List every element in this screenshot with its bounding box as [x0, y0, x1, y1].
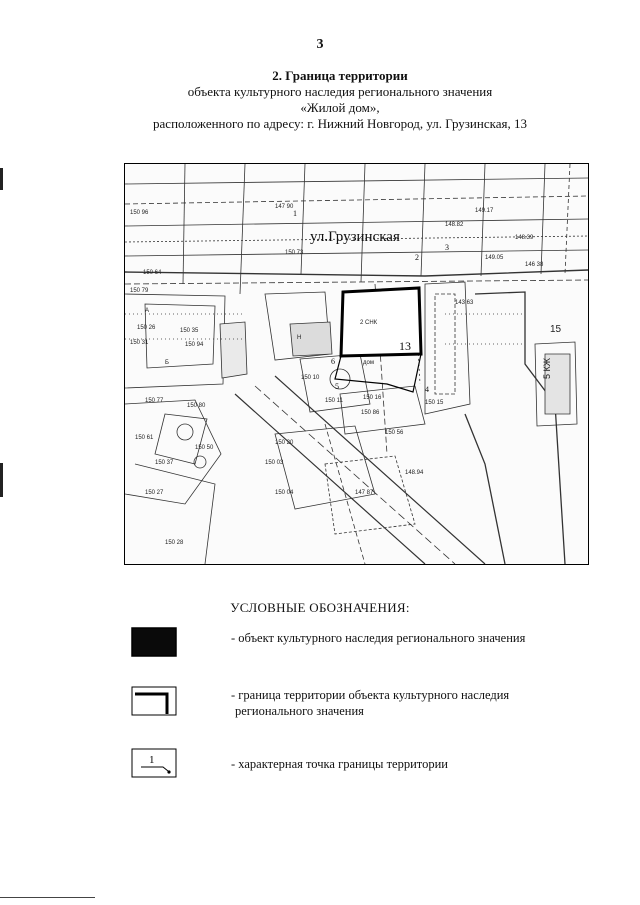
- heading-line-3: «Жилой дом»,: [300, 100, 380, 115]
- map-survey-label: 150 28: [165, 540, 184, 546]
- page-number: 3: [316, 37, 324, 52]
- bottom-rule: [0, 897, 95, 898]
- boundary-point-label: 2: [415, 253, 419, 262]
- map-survey-label: 150 86: [361, 410, 380, 416]
- map-survey-label: А: [145, 308, 150, 314]
- map-survey-label: 150 31: [130, 340, 149, 346]
- map-survey-label: 150 26: [137, 325, 156, 331]
- boundary-point-symbol: 1: [149, 754, 155, 766]
- map-survey-label: 150 10: [301, 375, 320, 381]
- map-survey-label: 150 61: [135, 435, 154, 441]
- map-survey-label: 150 37: [155, 460, 174, 466]
- boundary-point-label: 3: [445, 243, 449, 252]
- map-survey-label: 15: [550, 324, 562, 335]
- map-survey-label: 150 56: [385, 430, 404, 436]
- map-survey-label: 147 87: [355, 490, 374, 496]
- document-heading: [100, 68, 580, 132]
- boundary-point-label: 4: [425, 385, 429, 394]
- legend-title: УСЛОВНЫЕ ОБОЗНАЧЕНИЯ:: [230, 600, 410, 615]
- map-survey-label: 150 77: [145, 398, 164, 404]
- map-survey-label: Б: [165, 360, 169, 366]
- heritage-object-swatch: [131, 627, 177, 657]
- map-survey-label: 147 90: [275, 204, 294, 210]
- map-survey-label: 150 80: [187, 403, 206, 409]
- cadastral-map-drawing: [125, 164, 588, 564]
- legend-label-line-1: - граница территории объекта культурного наследия: [231, 688, 510, 702]
- map-survey-label: 150 73: [285, 250, 304, 256]
- boundary-point-swatch: [131, 748, 177, 778]
- map-survey-label: 150 50: [195, 445, 214, 451]
- map-survey-label: 150 04: [275, 490, 294, 496]
- plot-number: 13: [399, 339, 411, 353]
- map-survey-label: Н: [297, 335, 302, 341]
- map-survey-label: 146 38: [525, 262, 544, 268]
- heading-line-2: объекта культурного наследия регионального значения: [187, 84, 493, 99]
- map-survey-label: 150 64: [143, 270, 162, 276]
- map-survey-label: 5 КЖ: [542, 357, 552, 379]
- map-survey-label: 148.94: [405, 470, 424, 476]
- map-survey-label: 150 16: [363, 395, 382, 401]
- scan-edge-mark: [0, 168, 3, 190]
- legend-label-line-2: регионального значения: [235, 704, 364, 718]
- map-survey-label: 149.17: [475, 208, 494, 214]
- map-survey-label: 143 63: [455, 300, 474, 306]
- map-survey-label: 149.05: [485, 255, 504, 261]
- legend-label-boundary-point: - характерная точка границы территории: [231, 757, 448, 771]
- boundary-point-label: 6: [331, 357, 335, 366]
- map-survey-label: 150 96: [130, 210, 149, 216]
- map-survey-label: 150 20: [275, 440, 294, 446]
- map-survey-label: 150 79: [130, 288, 149, 294]
- cadastral-map: [124, 163, 589, 565]
- map-survey-label: 148.82: [445, 222, 464, 228]
- map-survey-label: 150 27: [145, 490, 164, 496]
- map-survey-label: 2 СНК: [360, 320, 378, 326]
- map-survey-label: 150 35: [180, 328, 199, 334]
- heading-line-4: расположенного по адресу: г. Нижний Новгород, ул. Грузинская, 13: [153, 116, 527, 131]
- street-label: ул.Грузинская: [310, 229, 400, 245]
- boundary-point-label: 1: [293, 209, 297, 218]
- territory-boundary-swatch: [131, 686, 177, 716]
- map-survey-label: 150 03: [265, 460, 284, 466]
- map-survey-label: 150 94: [185, 342, 204, 348]
- legend-label-territory-boundary: [231, 687, 591, 719]
- legend-label-heritage-object: - объект культурного наследия регионального значения: [231, 631, 526, 645]
- map-survey-label: 150 11: [325, 398, 343, 404]
- map-survey-label: 148.39: [515, 235, 534, 241]
- boundary-point-label: 5: [335, 382, 339, 391]
- map-survey-label: 150 15: [425, 400, 444, 406]
- scan-edge-mark: [0, 463, 3, 497]
- map-survey-label: дом: [363, 360, 374, 366]
- heading-line-1: 2. Граница территории: [272, 68, 408, 83]
